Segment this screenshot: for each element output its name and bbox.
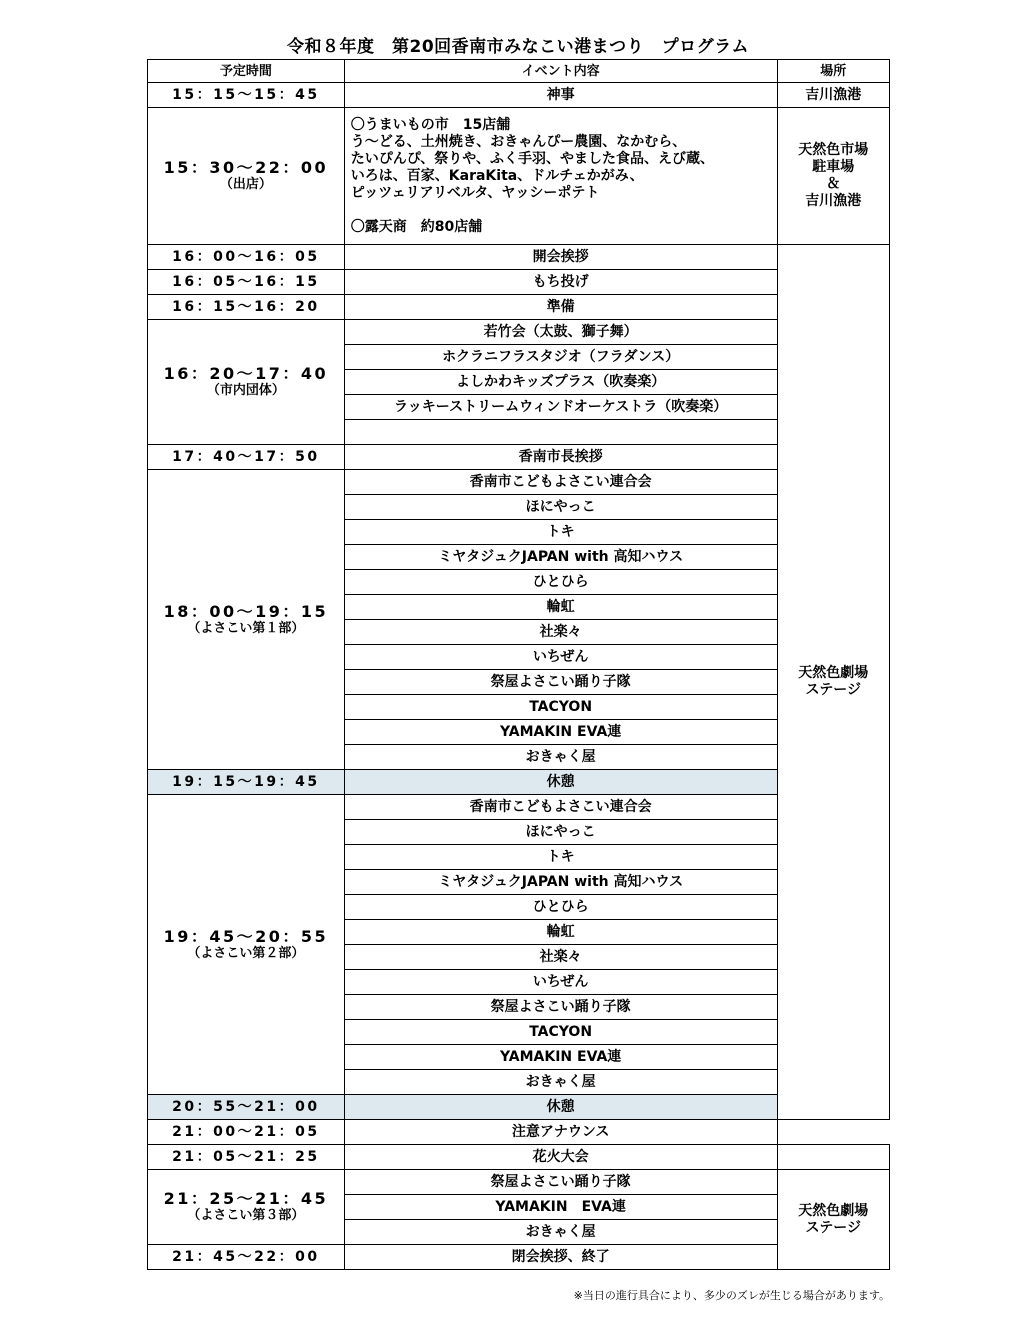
- event-cell: 祭屋よさこい踊り子隊: [344, 670, 777, 695]
- event-cell: おきゃく屋: [344, 1220, 777, 1245]
- event-cell: 輪虹: [344, 920, 777, 945]
- event-cell: 香南市こどもよさこい連合会: [344, 470, 777, 495]
- time-text: 21：25～21：45: [163, 1189, 329, 1208]
- event-cell: 輪虹: [344, 595, 777, 620]
- table-row: [148, 108, 890, 245]
- place-line: 駐車場: [812, 159, 855, 175]
- event-cell: ラッキーストリームウィンドオーケストラ（吹奏楽）: [344, 395, 777, 420]
- header-time: 予定時間: [148, 60, 345, 83]
- event-cell: 祭屋よさこい踊り子隊: [344, 995, 777, 1020]
- event-cell: いちぜん: [344, 970, 777, 995]
- time-cell: 21：00～21：05: [148, 1120, 345, 1145]
- market-line: 〇うまいもの市 15店舗: [350, 116, 511, 133]
- time-subtitle: （よさこい第２部）: [187, 945, 305, 961]
- market-line: たいぴんぴ、祭りや、ふく手羽、やました食品、えび蔵、: [350, 150, 714, 167]
- event-cell: TACYON: [344, 1020, 777, 1045]
- event-cell: もち投げ: [344, 270, 777, 295]
- event-cell: YAMAKIN EVA連: [344, 1045, 777, 1070]
- market-line: いろは、百家、KaraKita、ドルチェかがみ、: [350, 167, 644, 184]
- place-line: 吉川漁港: [805, 193, 862, 209]
- event-cell: よしかわキッズプラス（吹奏楽）: [344, 370, 777, 395]
- event-cell: 注意アナウンス: [344, 1120, 777, 1145]
- time-cell: 17：40～17：50: [148, 445, 345, 470]
- time-cell: 16：15～16：20: [148, 295, 345, 320]
- event-cell: おきゃく屋: [344, 1070, 777, 1095]
- time-subtitle: （市内団体）: [206, 383, 285, 398]
- table-row: [148, 83, 890, 108]
- stage-place-cell: [777, 245, 889, 1120]
- time-cell: 21：05～21：25: [148, 1145, 345, 1170]
- event-cell: 休憩: [344, 1095, 777, 1120]
- time-cell: 20：55～21：00: [148, 1095, 345, 1120]
- event-cell: ひとひら: [344, 895, 777, 920]
- event-cell: YAMAKIN EVA連: [344, 720, 777, 745]
- table-row: [148, 1120, 890, 1145]
- time-cell: 15：15～15：45: [148, 83, 345, 108]
- event-cell: おきゃく屋: [344, 745, 777, 770]
- event-cell: 花火大会: [344, 1145, 777, 1170]
- time-cell: 21：45～22：00: [148, 1245, 345, 1270]
- event-cell: ミヤタジュクJAPAN with 高知ハウス: [344, 545, 777, 570]
- place-line: ＆: [826, 176, 841, 192]
- event-cell: 神事: [344, 83, 777, 108]
- header-event: イベント内容: [344, 60, 777, 83]
- place-cell: [777, 1170, 889, 1270]
- event-cell: 祭屋よさこい踊り子隊: [344, 1170, 777, 1195]
- event-cell: 閉会挨拶、終了: [344, 1245, 777, 1270]
- table-row: [148, 1145, 890, 1170]
- market-line: 〇露天商 約80店舗: [350, 218, 483, 235]
- event-cell: TACYON: [344, 695, 777, 720]
- market-line: ピッツェリアリベルタ、ヤッシーポテト: [350, 184, 600, 201]
- event-cell: ホクラニフラスタジオ（フラダンス）: [344, 345, 777, 370]
- place-cell: 吉川漁港: [777, 83, 889, 108]
- event-cell: YAMAKIN EVA連: [344, 1195, 777, 1220]
- event-cell: 開会挨拶: [344, 245, 777, 270]
- program-table: [147, 59, 890, 1270]
- page-title: 令和８年度 第20回香南市みなこい港まつり プログラム: [287, 37, 749, 57]
- time-cell: 19：15～19：45: [148, 770, 345, 795]
- event-cell: ひとひら: [344, 570, 777, 595]
- market-line: う～どる、土州焼き、おきゃんぴー農園、なかむら、: [350, 133, 687, 150]
- time-text: 15：30～22：00: [163, 158, 329, 177]
- place-line: 天然色劇場: [798, 665, 869, 681]
- event-cell: ほにやっこ: [344, 820, 777, 845]
- place-line: ステージ: [805, 682, 861, 698]
- time-cell: [148, 1170, 345, 1245]
- time-cell: [148, 470, 345, 770]
- time-text: 19：45～20：55: [163, 926, 329, 946]
- event-cell: 社楽々: [344, 620, 777, 645]
- time-cell: 16：05～16：15: [148, 270, 345, 295]
- market-line: [351, 202, 777, 219]
- time-subtitle: （よさこい第３部）: [187, 1208, 305, 1223]
- time-subtitle: （出店）: [219, 177, 272, 192]
- table-header-row: [148, 60, 890, 83]
- event-cell: [344, 108, 777, 245]
- event-cell: 準備: [344, 295, 777, 320]
- event-cell: 香南市長挨拶: [344, 445, 777, 470]
- event-cell: 社楽々: [344, 945, 777, 970]
- table-row: [148, 245, 890, 270]
- event-cell: いちぜん: [344, 645, 777, 670]
- time-cell: [148, 795, 345, 1095]
- event-cell: 香南市こどもよさこい連合会: [344, 795, 777, 820]
- header-place: 場所: [777, 60, 889, 83]
- event-cell: 休憩: [344, 770, 777, 795]
- time-text: 18：00～19：15: [163, 601, 329, 621]
- event-cell: トキ: [344, 845, 777, 870]
- event-cell: 若竹会（太鼓、獅子舞）: [344, 320, 777, 345]
- time-subtitle: （よさこい第１部）: [187, 620, 305, 636]
- place-line: 天然色市場: [798, 142, 869, 158]
- event-cell: ほにやっこ: [344, 495, 777, 520]
- place-cell: [777, 108, 889, 245]
- time-cell: [148, 320, 345, 445]
- place-line: 天然色劇場: [798, 1202, 869, 1219]
- time-text: 16：20～17：40: [163, 364, 329, 383]
- event-cell: ミヤタジュクJAPAN with 高知ハウス: [344, 870, 777, 895]
- event-cell: トキ: [344, 520, 777, 545]
- place-line: ステージ: [805, 1219, 861, 1236]
- time-cell: 16：00～16：05: [148, 245, 345, 270]
- table-row: [148, 1170, 890, 1195]
- event-cell: [344, 420, 777, 445]
- place-cell: [777, 1145, 889, 1170]
- footnote: ※当日の進行具合により、多少のズレが生じる場合があります。: [573, 1289, 890, 1302]
- time-cell: [148, 108, 345, 245]
